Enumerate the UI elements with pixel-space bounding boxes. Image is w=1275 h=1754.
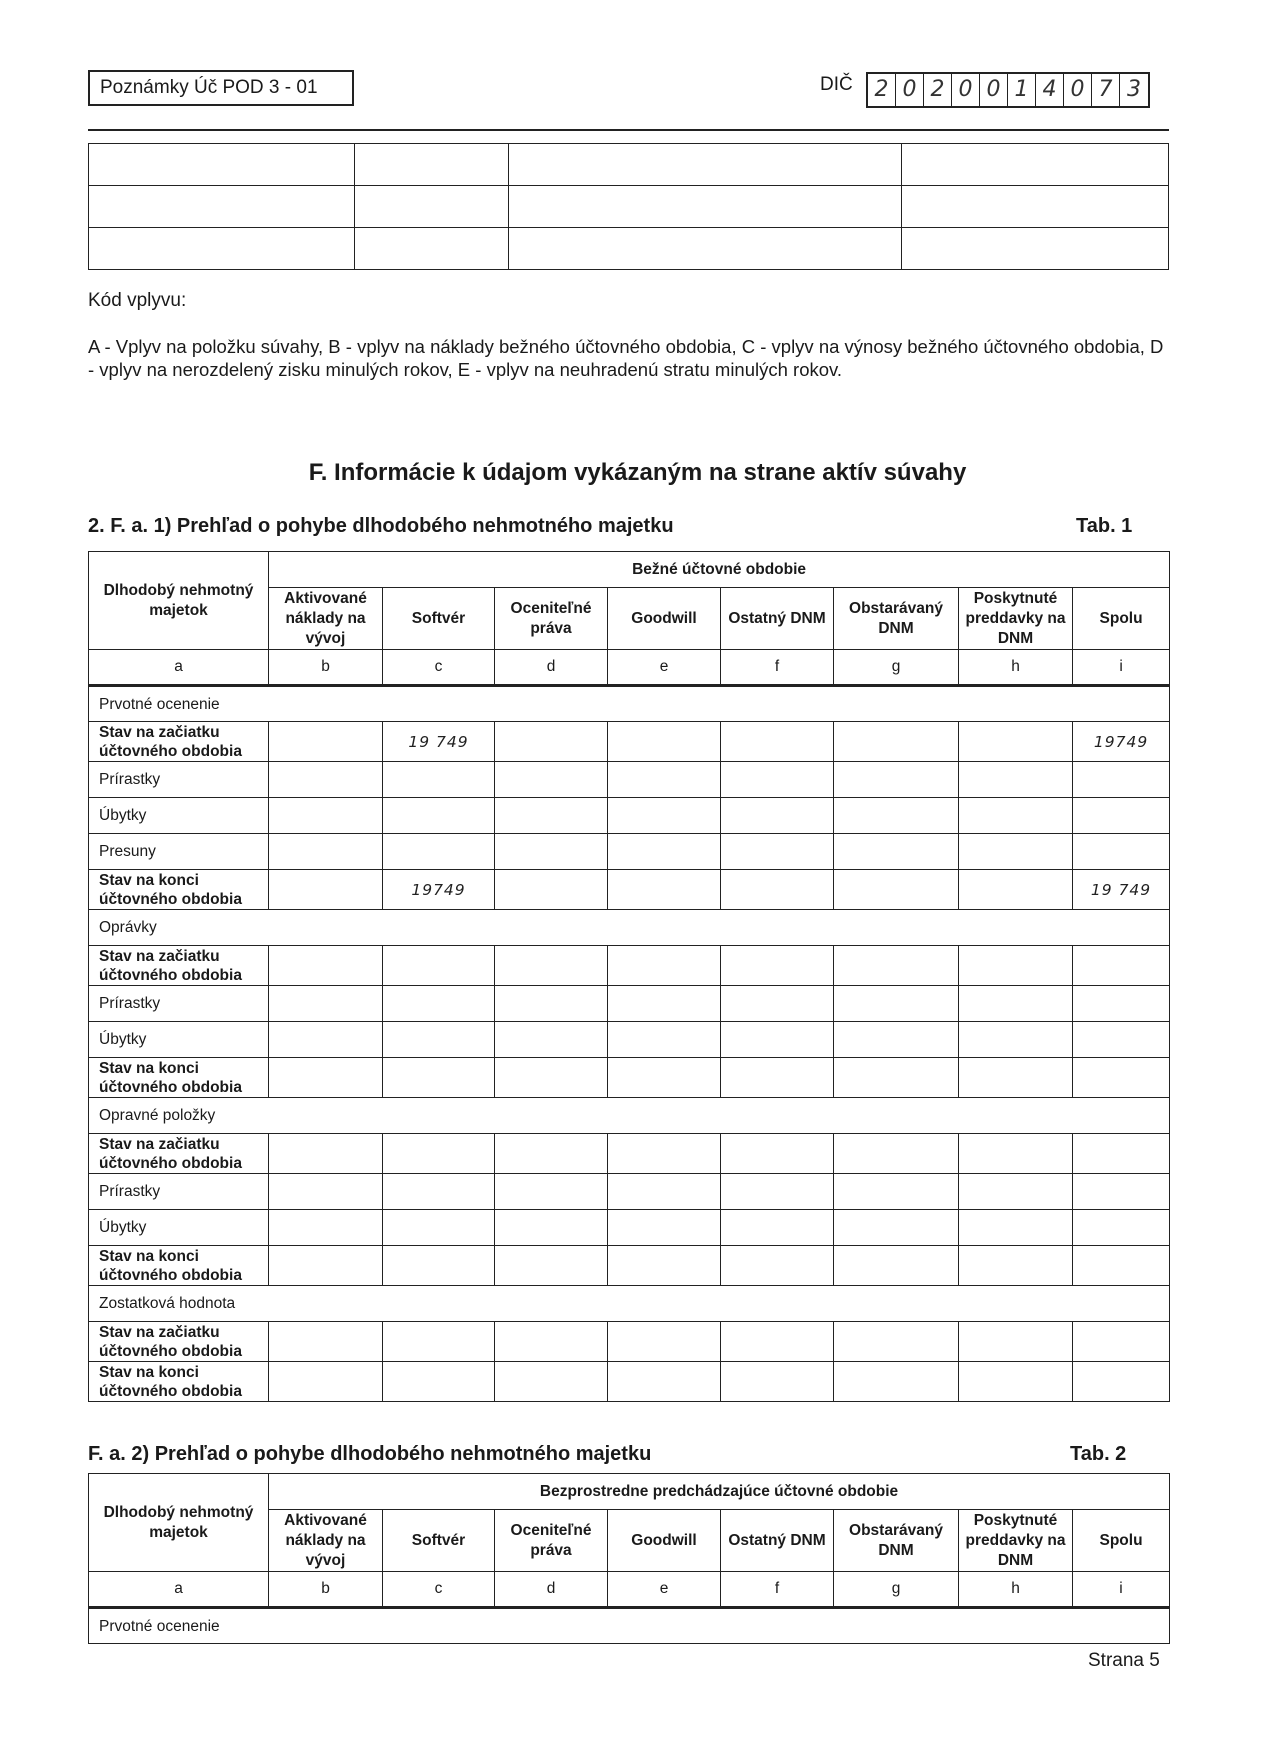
table-row xyxy=(89,834,1170,870)
value-cell[interactable] xyxy=(959,798,1073,834)
group-label: Zostatková hodnota xyxy=(89,1286,1170,1322)
dic-digit: 4 xyxy=(1036,74,1064,106)
value-cell[interactable] xyxy=(959,1058,1073,1098)
value-cell[interactable] xyxy=(608,798,721,834)
column-letter: b xyxy=(269,1572,383,1608)
value-cell[interactable] xyxy=(834,722,959,762)
period-header: Bežné účtovné obdobie xyxy=(269,552,1170,588)
table-row xyxy=(89,986,1170,1022)
column-letter: c xyxy=(383,1572,495,1608)
dic-digit: 3 xyxy=(1127,77,1141,102)
value-cell[interactable] xyxy=(834,1210,959,1246)
value-cell[interactable] xyxy=(608,762,721,798)
table-row xyxy=(89,1022,1170,1058)
value-cell[interactable] xyxy=(721,870,834,910)
row-label: Stav na začiatku účtovného obdobia xyxy=(89,946,269,986)
table1-title: 2. F. a. 1) Prehľad o pohybe dlhodobého nehmotného majetku xyxy=(88,515,674,537)
column-letter: a xyxy=(89,650,269,686)
column-letter: a xyxy=(89,1572,269,1608)
column-header: Oceniteľné práva xyxy=(495,588,608,650)
value-cell[interactable] xyxy=(959,870,1073,910)
row-label: Prírastky xyxy=(89,762,269,798)
row-label: Úbytky xyxy=(89,798,269,834)
value-cell[interactable] xyxy=(383,1134,495,1174)
dic-digit: 2 xyxy=(924,74,952,106)
value-cell[interactable] xyxy=(721,986,834,1022)
table2-tab-label: Tab. 2 xyxy=(1070,1443,1127,1465)
value-cell[interactable] xyxy=(269,722,383,762)
value-cell[interactable] xyxy=(495,1362,608,1402)
value-cell[interactable] xyxy=(834,834,959,870)
value-cell[interactable] xyxy=(383,946,495,986)
table-row xyxy=(89,686,1170,722)
value-cell[interactable] xyxy=(269,1022,383,1058)
value-cell[interactable] xyxy=(495,1210,608,1246)
table-row xyxy=(89,1246,1170,1286)
empty-cell[interactable] xyxy=(902,144,1169,186)
value-cell[interactable] xyxy=(959,946,1073,986)
value-cell[interactable] xyxy=(834,1058,959,1098)
value-cell[interactable] xyxy=(269,946,383,986)
empty-cell[interactable] xyxy=(354,186,508,228)
value-cell[interactable] xyxy=(959,834,1073,870)
value-cell[interactable] xyxy=(269,1058,383,1098)
value-cell[interactable] xyxy=(495,1246,608,1286)
dic-digit: 2 xyxy=(868,74,896,106)
value-cell[interactable] xyxy=(959,1210,1073,1246)
dic-digit: 0 xyxy=(952,74,980,106)
softver-value[interactable]: 19 749 xyxy=(383,722,495,762)
value-cell[interactable] xyxy=(269,762,383,798)
value-cell[interactable] xyxy=(721,1174,834,1210)
value-cell[interactable] xyxy=(721,946,834,986)
value-cell[interactable] xyxy=(1073,762,1170,798)
value-cell[interactable] xyxy=(608,1058,721,1098)
value-cell[interactable] xyxy=(721,1362,834,1402)
value-cell[interactable] xyxy=(383,762,495,798)
value-cell[interactable] xyxy=(269,798,383,834)
value-cell[interactable] xyxy=(959,762,1073,798)
value-cell[interactable] xyxy=(1073,1022,1170,1058)
dic-field xyxy=(866,72,1150,108)
empty-cell[interactable] xyxy=(902,186,1169,228)
table-row xyxy=(89,722,1170,762)
empty-cell[interactable] xyxy=(508,186,902,228)
group-label: Oprávky xyxy=(89,910,1170,946)
dic-digit: 7 xyxy=(1092,74,1120,106)
empty-cell[interactable] xyxy=(89,144,355,186)
value-cell[interactable] xyxy=(608,1322,721,1362)
column-letter: i xyxy=(1073,650,1170,686)
empty-cell[interactable] xyxy=(89,186,355,228)
page-number: Strana 5 xyxy=(1088,1650,1160,1671)
value-cell[interactable] xyxy=(269,870,383,910)
table-row xyxy=(89,552,1170,588)
value-cell[interactable] xyxy=(495,834,608,870)
value-cell[interactable] xyxy=(383,1362,495,1402)
row-label: Stav na konci účtovného obdobia xyxy=(89,1362,269,1402)
value-cell[interactable] xyxy=(608,1174,721,1210)
value-cell[interactable] xyxy=(269,1134,383,1174)
value-cell[interactable] xyxy=(269,1210,383,1246)
form-id: Poznámky Úč POD 3 - 01 xyxy=(88,70,354,106)
column-header: Softvér xyxy=(383,1510,495,1572)
column-letter: h xyxy=(959,650,1073,686)
value-cell[interactable] xyxy=(608,1022,721,1058)
table1 xyxy=(88,551,1170,1402)
column-header: Ostatný DNM xyxy=(721,588,834,650)
value-cell[interactable] xyxy=(269,1174,383,1210)
table-row xyxy=(89,228,1169,270)
value-cell[interactable] xyxy=(495,1174,608,1210)
value-cell[interactable] xyxy=(495,722,608,762)
column-letter: d xyxy=(495,1572,608,1608)
value-cell[interactable] xyxy=(608,834,721,870)
dic-digit: 0 xyxy=(896,74,924,106)
value-cell[interactable] xyxy=(959,1322,1073,1362)
adjustment-table xyxy=(88,143,1169,270)
value-cell[interactable] xyxy=(495,946,608,986)
value-cell[interactable] xyxy=(834,762,959,798)
value-cell[interactable] xyxy=(383,1246,495,1286)
group-label: Opravné položky xyxy=(89,1098,1170,1134)
table-row xyxy=(89,870,1170,910)
value-cell[interactable] xyxy=(1073,1058,1170,1098)
value-cell[interactable] xyxy=(383,1058,495,1098)
value-cell[interactable] xyxy=(721,1246,834,1286)
value-cell[interactable] xyxy=(383,834,495,870)
value-cell[interactable] xyxy=(269,834,383,870)
row-label: Stav na začiatku účtovného obdobia xyxy=(89,722,269,762)
value-cell[interactable] xyxy=(834,986,959,1022)
value-cell[interactable] xyxy=(721,1134,834,1174)
row-header: Dlhodobý nehmotný majetok xyxy=(89,1474,269,1572)
value-cell[interactable] xyxy=(721,1322,834,1362)
spolu-value[interactable]: 19 749 xyxy=(1073,870,1170,910)
header-divider xyxy=(88,129,1169,131)
value-cell[interactable] xyxy=(608,870,721,910)
row-label: Úbytky xyxy=(89,1210,269,1246)
value-cell[interactable] xyxy=(834,946,959,986)
column-letter: e xyxy=(608,650,721,686)
value-cell[interactable] xyxy=(1073,986,1170,1022)
table-row xyxy=(89,1134,1170,1174)
dic-digit: 0 xyxy=(1064,74,1092,106)
value-cell[interactable] xyxy=(495,986,608,1022)
empty-cell[interactable] xyxy=(354,144,508,186)
table-row xyxy=(89,1572,1170,1608)
value-cell[interactable] xyxy=(608,1246,721,1286)
value-cell[interactable] xyxy=(834,798,959,834)
value-cell[interactable] xyxy=(959,1134,1073,1174)
value-cell[interactable] xyxy=(495,762,608,798)
column-letter: e xyxy=(608,1572,721,1608)
column-letter: g xyxy=(834,650,959,686)
value-cell[interactable] xyxy=(608,722,721,762)
row-label: Stav na začiatku účtovného obdobia xyxy=(89,1134,269,1174)
empty-cell[interactable] xyxy=(508,144,902,186)
value-cell[interactable] xyxy=(608,946,721,986)
column-header: Softvér xyxy=(383,588,495,650)
group-label: Prvotné ocenenie xyxy=(89,686,1170,722)
empty-cell[interactable] xyxy=(508,228,902,270)
value-cell[interactable] xyxy=(1073,1210,1170,1246)
table-row xyxy=(89,1286,1170,1322)
value-cell[interactable] xyxy=(495,798,608,834)
value-cell[interactable] xyxy=(383,986,495,1022)
column-letter: i xyxy=(1073,1572,1170,1608)
value-cell[interactable] xyxy=(269,1246,383,1286)
table-row xyxy=(89,1362,1170,1402)
table-row xyxy=(89,1608,1170,1644)
row-label: Stav na začiatku účtovného obdobia xyxy=(89,1322,269,1362)
value-cell[interactable] xyxy=(608,1210,721,1246)
column-letter: c xyxy=(383,650,495,686)
table-row xyxy=(89,1058,1170,1098)
table-row xyxy=(89,1098,1170,1134)
value-cell[interactable] xyxy=(1073,1246,1170,1286)
value-cell[interactable] xyxy=(495,1134,608,1174)
value-cell[interactable] xyxy=(721,1058,834,1098)
value-cell[interactable] xyxy=(1073,1322,1170,1362)
value-cell[interactable] xyxy=(608,986,721,1022)
row-label: Úbytky xyxy=(89,1022,269,1058)
table-row xyxy=(89,186,1169,228)
table-row xyxy=(89,946,1170,986)
column-header: Spolu xyxy=(1073,588,1170,650)
table-row xyxy=(89,144,1169,186)
value-cell[interactable] xyxy=(269,1362,383,1402)
value-cell[interactable] xyxy=(834,1174,959,1210)
period-header: Bezprostredne predchádzajúce účtovné obdobie xyxy=(269,1474,1170,1510)
legend-title: Kód vplyvu: xyxy=(88,290,187,311)
empty-cell[interactable] xyxy=(354,228,508,270)
table-row xyxy=(89,1210,1170,1246)
spolu-value[interactable]: 19749 xyxy=(1073,722,1170,762)
value-cell[interactable] xyxy=(721,798,834,834)
value-cell[interactable] xyxy=(959,1362,1073,1402)
value-cell[interactable] xyxy=(1073,1134,1170,1174)
value-cell[interactable] xyxy=(834,1022,959,1058)
column-header: Spolu xyxy=(1073,1510,1170,1572)
section-title: F. Informácie k údajom vykázaným na strane aktív súvahy xyxy=(308,459,967,486)
column-header: Poskytnuté preddavky na DNM xyxy=(959,588,1073,650)
dic-digit: 0 xyxy=(980,74,1008,106)
value-cell[interactable] xyxy=(1073,798,1170,834)
column-header: Goodwill xyxy=(608,588,721,650)
table1-tab-label: Tab. 1 xyxy=(1076,515,1133,537)
value-cell[interactable] xyxy=(383,1210,495,1246)
value-cell[interactable] xyxy=(721,1022,834,1058)
column-header: Goodwill xyxy=(608,1510,721,1572)
row-label: Stav na konci účtovného obdobia xyxy=(89,870,269,910)
column-header: Aktivované náklady na vývoj xyxy=(269,1510,383,1572)
legend-text: A - Vplyv na položku súvahy, B - vplyv na náklady bežného účtovného obdobia, C - vplyv na výnosy bežného účtovného obdobia, D - vplyv na nerozdelený zisku minulých rokov, E - vplyv na neuhradenú stratu minulých rokov. xyxy=(88,336,1164,380)
row-header: Dlhodobý nehmotný majetok xyxy=(89,552,269,650)
value-cell[interactable] xyxy=(721,762,834,798)
value-cell[interactable] xyxy=(383,1322,495,1362)
column-letter: g xyxy=(834,1572,959,1608)
value-cell[interactable] xyxy=(721,1210,834,1246)
value-cell[interactable] xyxy=(959,986,1073,1022)
value-cell[interactable] xyxy=(834,870,959,910)
group-label: Prvotné ocenenie xyxy=(89,1608,1170,1644)
row-label: Stav na konci účtovného obdobia xyxy=(89,1246,269,1286)
table-row xyxy=(89,1174,1170,1210)
value-cell[interactable] xyxy=(721,722,834,762)
value-cell[interactable] xyxy=(834,1246,959,1286)
value-cell[interactable] xyxy=(383,1174,495,1210)
empty-cell[interactable] xyxy=(902,228,1169,270)
row-label: Prírastky xyxy=(89,1174,269,1210)
column-letter: f xyxy=(721,1572,834,1608)
row-label: Stav na konci účtovného obdobia xyxy=(89,1058,269,1098)
value-cell[interactable] xyxy=(608,1362,721,1402)
table-row xyxy=(89,1322,1170,1362)
column-header: Poskytnuté preddavky na DNM xyxy=(959,1510,1073,1572)
value-cell[interactable] xyxy=(495,1022,608,1058)
value-cell[interactable] xyxy=(721,834,834,870)
column-header: Oceniteľné práva xyxy=(495,1510,608,1572)
value-cell[interactable] xyxy=(1073,834,1170,870)
column-header: Aktivované náklady na vývoj xyxy=(269,588,383,650)
value-cell[interactable] xyxy=(1073,1362,1170,1402)
column-header: Ostatný DNM xyxy=(721,1510,834,1572)
row-label: Prírastky xyxy=(89,986,269,1022)
column-header: Obstarávaný DNM xyxy=(834,1510,959,1572)
empty-cell[interactable] xyxy=(89,228,355,270)
value-cell[interactable] xyxy=(834,1362,959,1402)
value-cell[interactable] xyxy=(834,1134,959,1174)
value-cell[interactable] xyxy=(1073,946,1170,986)
column-letter: h xyxy=(959,1572,1073,1608)
column-letter: d xyxy=(495,650,608,686)
value-cell[interactable] xyxy=(1073,1174,1170,1210)
value-cell[interactable] xyxy=(959,1174,1073,1210)
softver-value[interactable]: 19749 xyxy=(383,870,495,910)
value-cell[interactable] xyxy=(383,1022,495,1058)
table2-title: F. a. 2) Prehľad o pohybe dlhodobého nehmotného majetku xyxy=(88,1443,652,1465)
table-row xyxy=(89,798,1170,834)
value-cell[interactable] xyxy=(495,1058,608,1098)
table-row xyxy=(89,650,1170,686)
column-letter: b xyxy=(269,650,383,686)
value-cell[interactable] xyxy=(959,1022,1073,1058)
table-row xyxy=(89,762,1170,798)
column-header: Obstarávaný DNM xyxy=(834,588,959,650)
table2 xyxy=(88,1473,1170,1644)
value-cell[interactable] xyxy=(495,870,608,910)
column-letter: f xyxy=(721,650,834,686)
value-cell[interactable] xyxy=(269,1322,383,1362)
value-cell[interactable] xyxy=(834,1322,959,1362)
dic-label: DIČ xyxy=(820,74,853,95)
value-cell[interactable] xyxy=(959,1246,1073,1286)
table-row xyxy=(89,910,1170,946)
table-row xyxy=(89,1474,1170,1510)
value-cell[interactable] xyxy=(959,722,1073,762)
row-label: Presuny xyxy=(89,834,269,870)
dic-digit: 1 xyxy=(1008,74,1036,106)
value-cell[interactable] xyxy=(383,798,495,834)
value-cell[interactable] xyxy=(608,1134,721,1174)
value-cell[interactable] xyxy=(495,1322,608,1362)
value-cell[interactable] xyxy=(269,986,383,1022)
